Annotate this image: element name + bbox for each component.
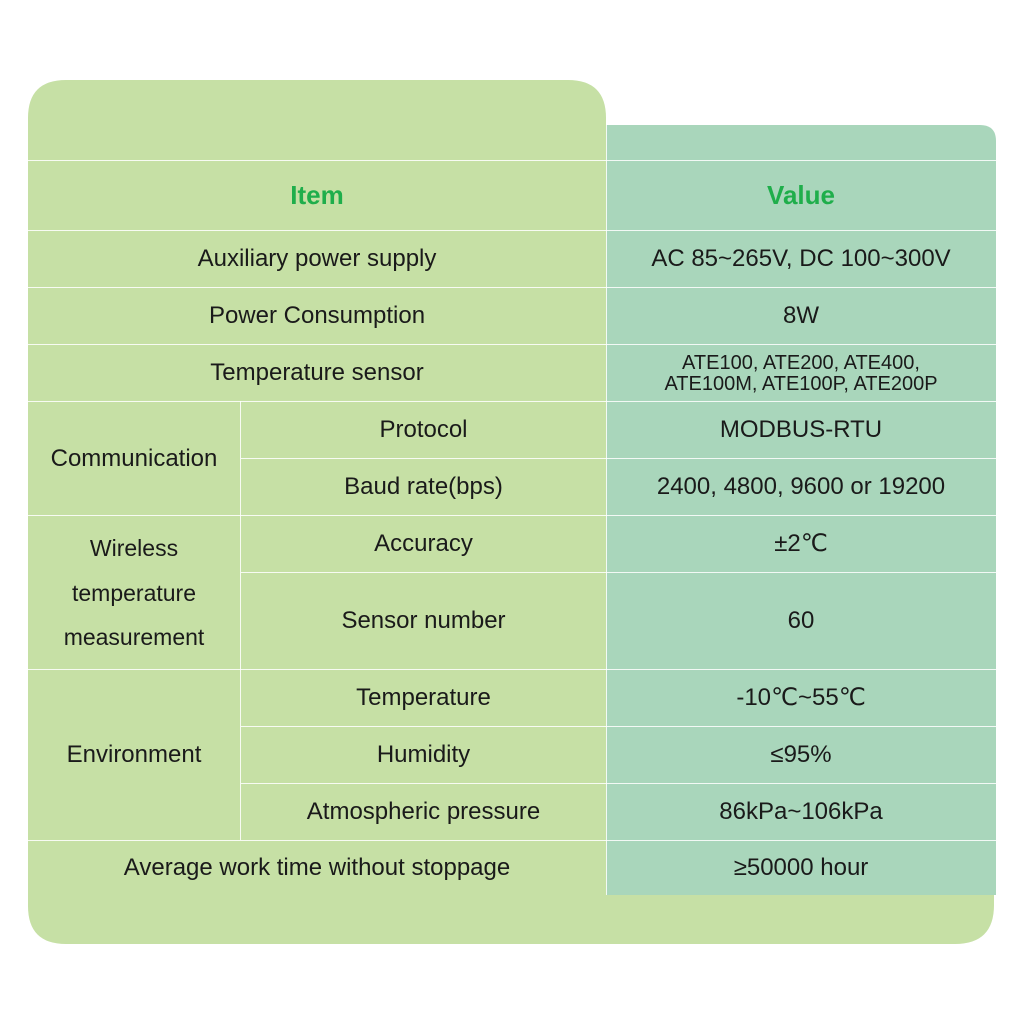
- item-atmospheric-pressure: Atmospheric pressure: [306, 798, 541, 826]
- item-sensor-number: Sensor number: [341, 607, 506, 635]
- row-divider: [28, 401, 996, 402]
- row-divider: [28, 287, 996, 288]
- item-humidity: Humidity: [376, 741, 471, 769]
- group-wireless-temperature-measurement: [28, 516, 240, 670]
- row-divider: [28, 515, 996, 516]
- row-divider: [241, 726, 996, 727]
- column-divider: [606, 125, 607, 895]
- row-divider: [28, 344, 996, 345]
- value-temperature-sensor-line2: ATE100M, ATE100P, ATE200P: [664, 372, 938, 395]
- item-temperature-sensor: Temperature sensor: [210, 359, 424, 387]
- value-accuracy: ±2℃: [774, 530, 828, 558]
- row-divider: [28, 840, 996, 841]
- group-environment: Environment: [66, 741, 202, 769]
- group-wireless-line3: measurement: [63, 624, 205, 651]
- row-divider: [28, 160, 996, 161]
- value-baud-rate: 2400, 4800, 9600 or 19200: [656, 473, 946, 501]
- value-average-work-time: ≥50000 hour: [733, 853, 869, 881]
- header-value: Value: [767, 179, 835, 210]
- row-divider: [241, 572, 996, 573]
- value-atmospheric-pressure: 86kPa~106kPa: [719, 798, 883, 826]
- value-sensor-number: 60: [787, 607, 815, 635]
- column-divider: [240, 401, 241, 840]
- group-wireless-line2: temperature: [71, 579, 196, 606]
- row-divider: [28, 669, 996, 670]
- item-protocol: Protocol: [379, 416, 468, 444]
- group-communication: Communication: [50, 444, 218, 472]
- item-power-consumption: Power Consumption: [208, 302, 426, 330]
- value-env-temperature: -10℃~55℃: [736, 684, 866, 712]
- group-wireless-line1: Wireless: [89, 534, 179, 561]
- item-env-temperature: Temperature: [356, 684, 491, 712]
- row-divider: [241, 783, 996, 784]
- value-temperature-sensor: [606, 345, 996, 402]
- row-divider: [241, 458, 996, 459]
- item-average-work-time: Average work time without stoppage: [123, 853, 511, 881]
- header-item: Item: [290, 179, 344, 210]
- item-baud-rate: Baud rate(bps): [344, 473, 503, 501]
- value-aux-power: AC 85~265V, DC 100~300V: [651, 245, 951, 273]
- value-power-consumption: 8W: [783, 302, 819, 330]
- value-humidity: ≤95%: [770, 741, 832, 769]
- row-divider: [28, 230, 996, 231]
- value-temperature-sensor-line1: ATE100, ATE200, ATE400,: [682, 351, 920, 374]
- item-accuracy: Accuracy: [374, 530, 473, 558]
- item-aux-power: Auxiliary power supply: [197, 245, 437, 273]
- value-protocol: MODBUS-RTU: [719, 416, 883, 444]
